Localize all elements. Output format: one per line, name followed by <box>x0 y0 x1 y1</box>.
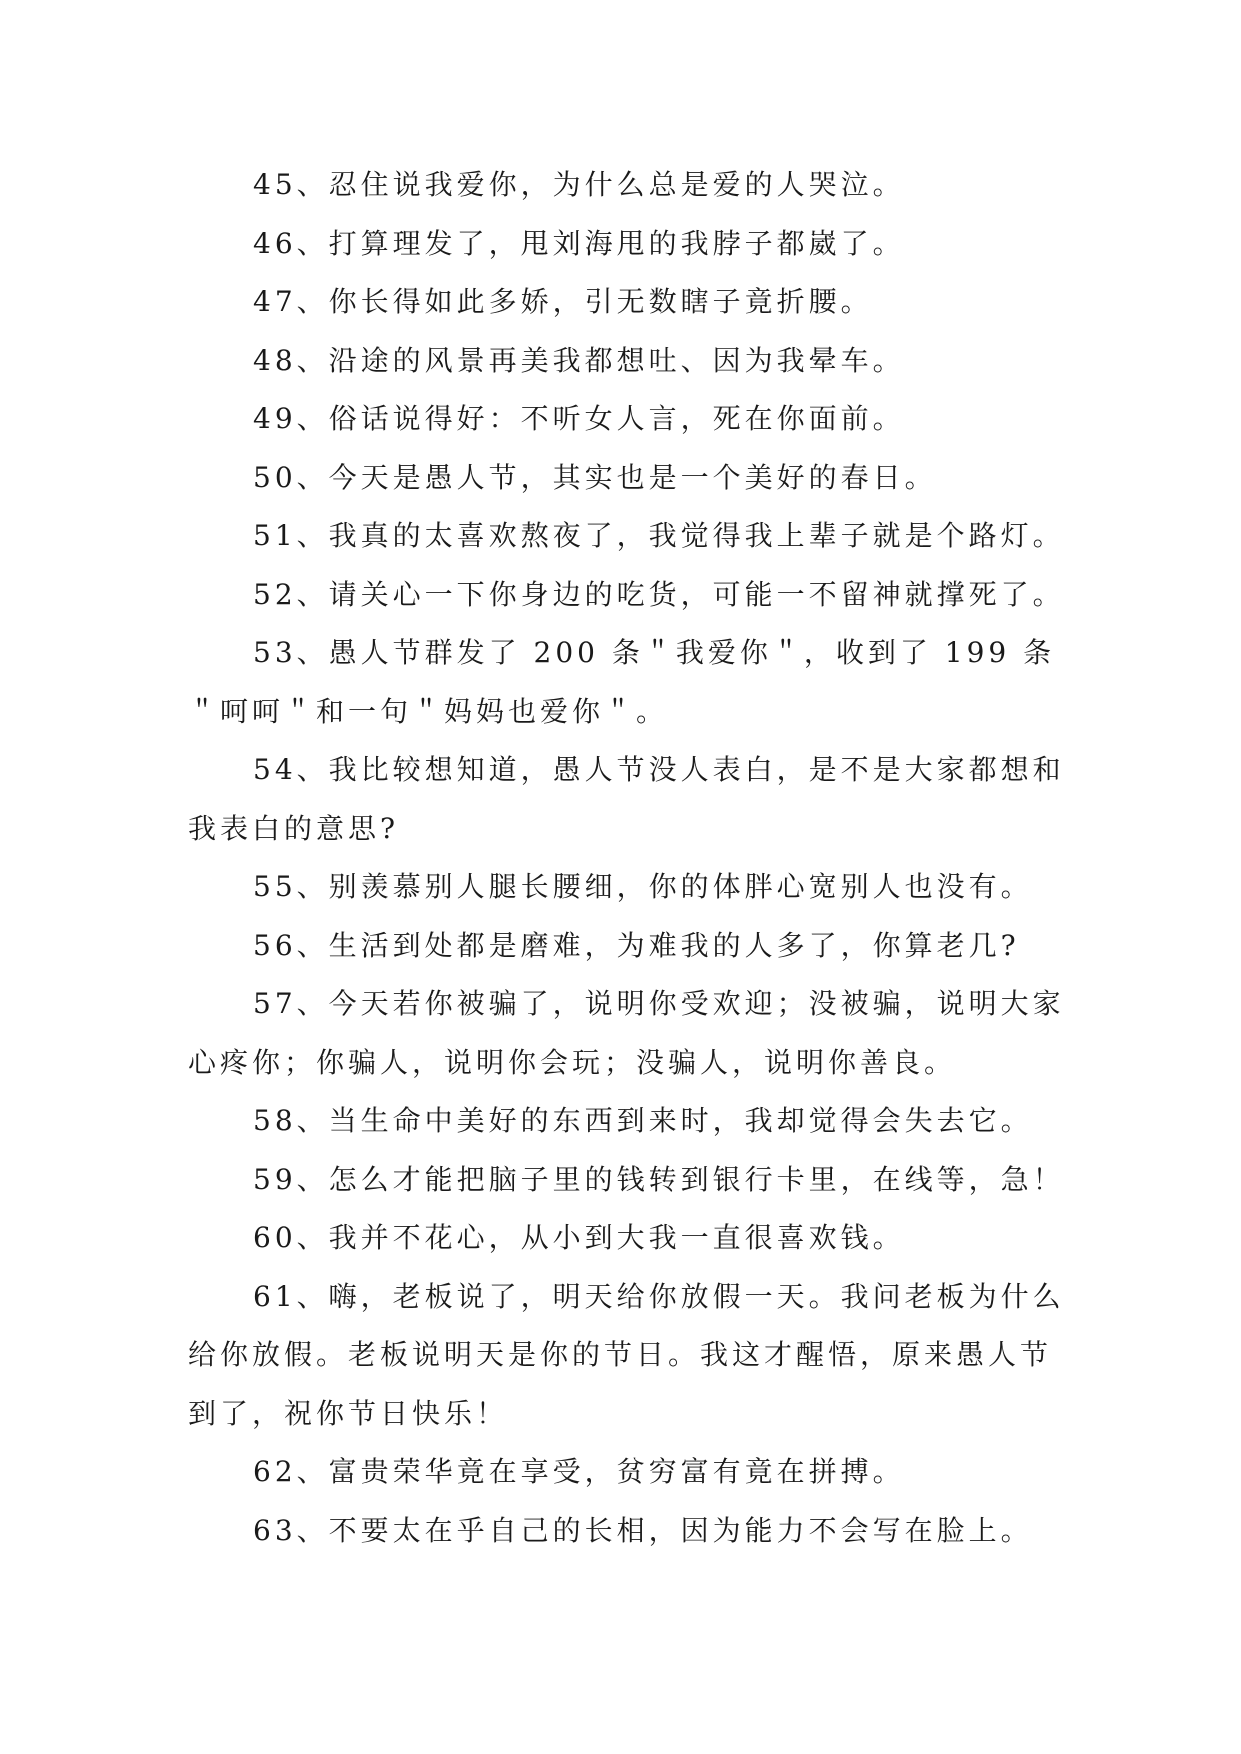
paragraph-50: 50、今天是愚人节，其实也是一个美好的春日。 <box>253 460 937 494</box>
paragraph-58: 58、当生命中美好的东西到来时，我却觉得会失去它。 <box>253 1104 1033 1137</box>
paragraph-63: 63、不要太在乎自己的长相，因为能力不会写在脸上。 <box>253 1513 1033 1547</box>
paragraph-61: 61、嗨，老板说了，明天给你放假一天。我问老板为什么给你放假。老板说明天是你的节日。我这才醒悟，原来愚人节到了，祝你节日快乐！ <box>188 1279 1065 1430</box>
paragraph-48: 48、沿途的风景再美我都想吐、因为我晕车。 <box>253 343 905 377</box>
paragraph-62: 62、富贵荣华竟在享受，贫穷富有竟在拼搏。 <box>253 1455 905 1488</box>
document-body <box>188 156 1078 1560</box>
paragraph-49: 49、俗话说得好：不听女人言，死在你面前。 <box>253 402 905 435</box>
paragraph-55: 55、别羡慕别人腿长腰细，你的体胖心宽别人也没有。 <box>253 870 1033 903</box>
paragraph-54: 54、我比较想知道，愚人节没人表白，是不是大家都想和我表白的意思? <box>188 753 1065 845</box>
paragraph-47: 47、你长得如此多娇，引无数瞎子竟折腰。 <box>253 285 873 318</box>
paragraph-51: 51、我真的太喜欢熬夜了，我觉得我上辈子就是个路灯。 <box>253 519 1065 552</box>
paragraph-59: 59、怎么才能把脑子里的钱转到银行卡里，在线等，急！ <box>253 1162 1065 1196</box>
paragraph-56: 56、生活到处都是磨难，为难我的人多了，你算老几? <box>253 928 1020 962</box>
paragraph-46: 46、打算理发了，甩刘海甩的我脖子都崴了。 <box>253 226 905 260</box>
paragraph-53: 53、愚人节群发了 200 条＂我爱你＂，收到了 199 条＂呵呵＂和一句＂妈妈也爱你＂。 <box>188 636 1056 728</box>
paragraph-52: 52、请关心一下你身边的吃货，可能一不留神就撑死了。 <box>253 577 1065 611</box>
paragraph-57: 57、今天若你被骗了，说明你受欢迎；没被骗，说明大家心疼你；你骗人，说明你会玩；没骗人，说明你善良。 <box>188 987 1065 1079</box>
paragraph-60: 60、我并不花心，从小到大我一直很喜欢钱。 <box>253 1221 905 1254</box>
paragraph-45: 45、忍住说我爱你，为什么总是爱的人哭泣。 <box>253 168 905 201</box>
